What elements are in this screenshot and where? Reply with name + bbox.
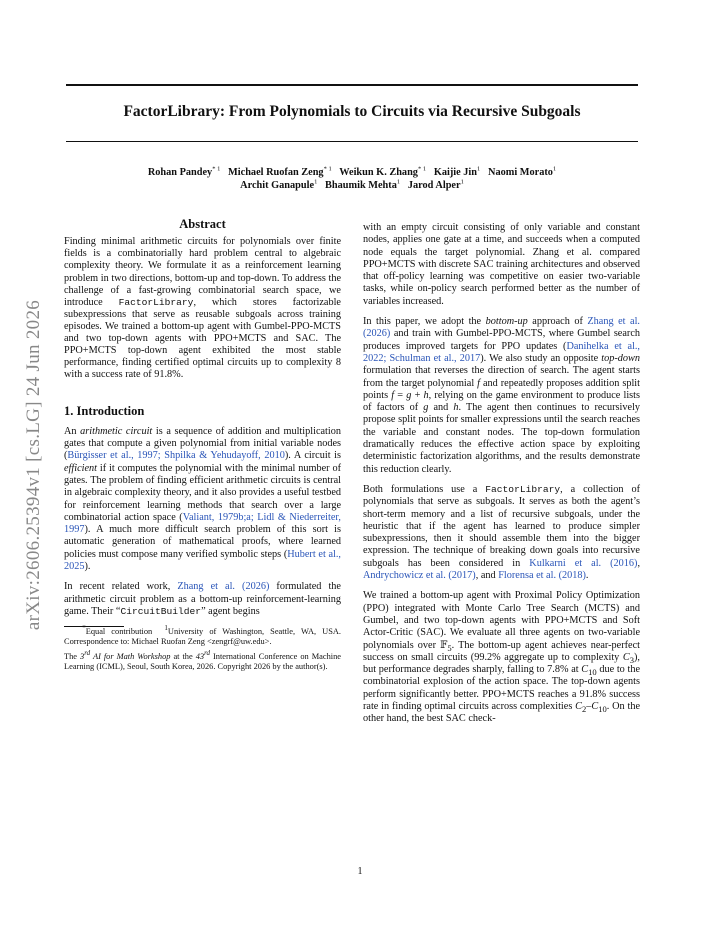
arxiv-side-stamp	[14, 255, 54, 675]
author-name: Kaijie Jin	[433, 167, 478, 178]
author-name: Archit Ganapule	[240, 180, 315, 191]
section-heading-introduction: 1. Introduction	[64, 404, 145, 419]
footnote-workshop: The 3rd AI for Math Workshop at the 43rd International Conference on Machine Learning (ICML), Seoul, South Korea, 2026. Copyright 2026 by the author(s).	[64, 648, 341, 672]
page-number: 1	[357, 866, 363, 877]
author-name: Rohan Pandey	[147, 167, 213, 178]
footnote-affiliation: *Equal contribution $^1$University of Washington, Seattle, WA, USA. Correspondence to: Michael Ruofan Zeng <zengrf@uw.edu>.	[64, 624, 341, 647]
author-name: Michael Ruofan Zeng	[228, 167, 324, 178]
footnotes	[64, 624, 341, 672]
right-paragraph-4: We trained a bottom-up agent with Proximal Policy Optimization (PPO) integrated with Monte Carlo Tree Search (MCTS) and Gumbel, and two top-down agents with PPO+MCTS and Soft Actor-Critic (SAC). We evaluate all three agents on two-variable polynomials over 𝔽$_5$. The bottom-up agent achieves near-perfect success on small circuits (99.2% aggregate up to complexity $C_3$), but performance degrades sharply, falling to 7.8% at $C_{10}$ due to the combinatorial explosion of the action space. The top-down agents perform significantly better. PPO+MCTS reaches a 91.8% success rate in finding optimal circuits across complexities $C_2-C_{10}$. On the other hand, the best SAC check-	[363, 590, 641, 725]
citation-link[interactable]: Danihelka et al., 2022; Schulman et al., 2017	[363, 340, 640, 364]
author-list: Rohan Pandey$^{* 1}$ Michael Ruofan Zeng$^{* 1}$ Weikun K. Zhang$^{* 1}$ Kaijie Jin$^1$ Naomi Morato$^1$ Archit Ganapule$^1$ Bhaumik Mehta$^1$ Jarod Alper$^1$	[147, 165, 557, 191]
abstract-text: Finding minimal arithmetic circuits for polynomials over finite fields is a combinatorially hard problem central to algebraic complexity theory. We formulate it as a reinforcement learning problem in two directions, bottom-up and top-down. To address the challenge of a fast-growing combinatorial search space, we introduce FactorLibrary, which stores factorizable subexpressions that serve as reusable subgoals across training episodes. We trained a bottom-up agent with Gumbel-PPO-MCTS and two top-down agents with PPO+MCTS and SAC. The PPO+MCTS top-down agent exhibited the most stable performance, finding certified optimal circuits up to complexity 8 with a success rate of 91.8%.	[64, 236, 341, 381]
citation-link[interactable]: Kulkarni et al. (2016)	[529, 557, 638, 569]
intro-paragraph-1: An arithmetic circuit is a sequence of addition and multiplication gates that compute a given polynomial from initial variable nodes (Bürgisser et al., 1997; Shpilka & Yehudayoff, 2010). A circuit is efficient if it computes the polynomial with the minimal number of gates. The problem of finding efficient arithmetic circuits is central in algebraic complexity theory, and it also provides a useful testbed for reinforcement learning methods that search over a large combinatorial action space (Valiant, 1979b;a; Lidl & Niederreiter, 1997). A much more difficult search problem of this sort is automatic generation of mathematical proofs, where learned policies must compose many verified symbolic steps (Hubert et al., 2025).	[64, 425, 342, 572]
paper-title: FactorLibrary: From Polynomials to Circuits via Recursive Subgoals	[123, 103, 581, 120]
abstract-heading: Abstract	[179, 217, 226, 231]
right-column	[363, 222, 640, 734]
intro-paragraph-2: In recent related work, Zhang et al. (2026) formulated the arithmetic circuit problem as a bottom-up reinforcement-learning game. Their “CircuitBuilder” agent begins	[64, 581, 341, 617]
author-name: Bhaumik Mehta	[325, 180, 397, 191]
citation-link[interactable]: Zhang et al. (2026)	[363, 316, 640, 340]
left-column	[64, 218, 341, 676]
citation-link[interactable]: Bürgisser et al., 1997; Shpilka & Yehudayoff, 2010	[67, 450, 285, 462]
author-name: Weikun K. Zhang	[339, 167, 418, 178]
arxiv-id: arXiv:2606.25394v1 [cs.LG] 24 Jun 2026	[23, 299, 44, 631]
title-bottom-rule	[66, 141, 638, 142]
citation-link[interactable]: Florensa et al. (2018)	[498, 570, 586, 582]
right-paragraph-3: Both formulations use a FactorLibrary, a collection of polynomials that serve as subgoals. It serves as both the agent’s short-term memory and a list of recursive subgoals, under the heuristic that if the agent has learned to produce simpler subexpressions, then it should assemble them into the bigger expression. The technique of breaking down goals into recursive subgoals has been considered in Kulkarni et al. (2016), Andrychowicz et al. (2017), and Florensa et al. (2018).	[363, 483, 640, 582]
citation-link[interactable]: Andrychowicz et al. (2017)	[363, 570, 476, 582]
citation-link[interactable]: Zhang et al. (2026)	[177, 581, 270, 593]
author-name: Jarod Alper	[407, 180, 461, 191]
title-top-rule	[66, 84, 638, 86]
citation-link[interactable]: Valiant, 1979b;a; Lidl & Niederreiter, 1997	[64, 511, 341, 536]
author-name: Naomi Morato	[488, 167, 553, 178]
citation-link[interactable]: Hubert et al., 2025	[64, 548, 341, 572]
right-paragraph-1: with an empty circuit consisting of only variable and constant nodes, applies one gate at a time, and succeeds when a computed node equals the target polynomial. Zhang et al. compared PPO+MCTS with discrete SAC training architectures and observed that off-policy learning was competitive on easier two-variable tasks, while on-policy search performed better as the number of variables increased.	[363, 222, 640, 307]
right-paragraph-2: In this paper, we adopt the bottom-up approach of Zhang et al. (2026) and train with Gumbel-PPO-MCTS, where Gumbel search produces improved targets for PPO updates (Danihelka et al., 2022; Schulman et al., 2017). We also study an opposite top-down formulation that reverses the direction of search. The agent starts from the target polynomial f and repeatedly proposes addition split points f = g + h, relying on the game environment to produce lists of factors of g and h. The agent then continues to recursively propose split points for smaller expressions until the search reaches the variable and constant nodes. The top-down formulation dramatically reduces the effective action space by exploiting deterministic factorization algorithms, and the results demonstrate this reduction clearly.	[363, 316, 641, 475]
